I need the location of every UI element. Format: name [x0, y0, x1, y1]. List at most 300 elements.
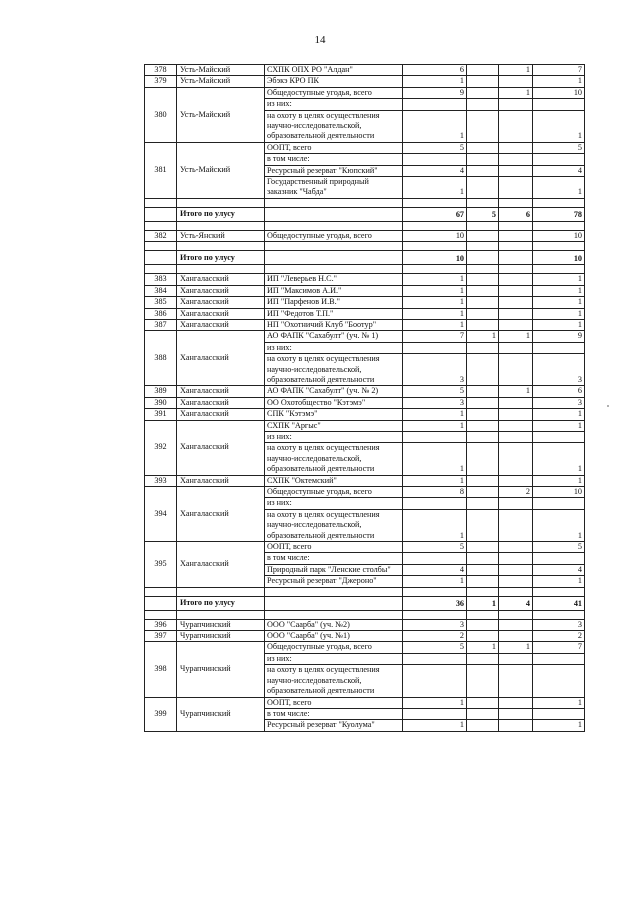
empty-cell: [467, 221, 499, 230]
row-value-b: [467, 631, 499, 642]
row-value-c: [499, 354, 533, 386]
row-value-b: [467, 576, 499, 587]
row-value-c: [499, 165, 533, 176]
row-value-d: 1: [533, 720, 585, 731]
row-value-b: [467, 319, 499, 330]
row-value-a: [403, 342, 467, 353]
row-value-c: [499, 564, 533, 575]
row-value-c: [499, 665, 533, 697]
table-row: [145, 619, 585, 630]
row-value-a: 1: [403, 177, 467, 199]
row-value-d: 1: [533, 297, 585, 308]
empty-cell: [533, 242, 585, 251]
row-number: 395: [145, 542, 177, 588]
spacer-row: [145, 198, 585, 207]
empty-cell: [265, 265, 403, 274]
row-value-a: 1: [403, 720, 467, 731]
empty-cell: [145, 207, 177, 221]
row-description: Ресурсный резерват "Куолума": [265, 720, 403, 731]
row-value-b: [467, 553, 499, 564]
empty-cell: [145, 221, 177, 230]
row-value-d: 1: [533, 274, 585, 285]
empty-cell: [467, 198, 499, 207]
row-value-d: [533, 342, 585, 353]
row-value-a: 1: [403, 308, 467, 319]
row-value-c: [499, 110, 533, 142]
empty-cell: [533, 265, 585, 274]
row-description: ИП "Леверьев Н.С.": [265, 274, 403, 285]
region-name: Усть-Майский: [177, 76, 265, 87]
row-value-a: 1: [403, 475, 467, 486]
row-value-b: [467, 110, 499, 142]
row-value-a: 6: [403, 65, 467, 76]
table-row: [145, 285, 585, 296]
total-value-d: 78: [533, 207, 585, 221]
row-value-d: 1: [533, 177, 585, 199]
row-value-b: [467, 498, 499, 509]
row-value-c: [499, 431, 533, 442]
row-value-d: 10: [533, 230, 585, 241]
total-value-c: 6: [499, 207, 533, 221]
total-label: Итого по улусу: [177, 207, 265, 221]
empty-cell: [499, 242, 533, 251]
region-name: Чурапчинский: [177, 697, 265, 731]
region-name: Хангаласский: [177, 487, 265, 542]
row-number: 387: [145, 319, 177, 330]
row-description: Природный парк "Ленские столбы": [265, 564, 403, 575]
row-value-b: [467, 230, 499, 241]
row-value-a: [403, 665, 467, 697]
row-value-a: 5: [403, 642, 467, 653]
row-value-b: [467, 76, 499, 87]
hunting-grounds-table: [144, 64, 585, 732]
row-value-c: 1: [499, 386, 533, 397]
row-value-b: [467, 720, 499, 731]
row-value-c: 1: [499, 65, 533, 76]
row-value-b: [467, 342, 499, 353]
row-number: 390: [145, 397, 177, 408]
row-description: в том числе:: [265, 553, 403, 564]
row-description: на охоту в целях осуществления научно-исследовательской, образовательной деятельности: [265, 443, 403, 475]
empty-cell: [265, 207, 403, 221]
row-value-d: 9: [533, 331, 585, 342]
row-value-a: 1: [403, 697, 467, 708]
row-number: 398: [145, 642, 177, 697]
row-value-b: [467, 65, 499, 76]
row-value-b: [467, 308, 499, 319]
table-row: [145, 297, 585, 308]
row-value-d: [533, 99, 585, 110]
row-number: 389: [145, 386, 177, 397]
row-value-d: 1: [533, 420, 585, 431]
empty-cell: [403, 610, 467, 619]
row-description: из них:: [265, 653, 403, 664]
empty-cell: [533, 610, 585, 619]
empty-cell: [403, 198, 467, 207]
row-value-b: [467, 285, 499, 296]
row-value-d: 5: [533, 542, 585, 553]
row-value-d: 3: [533, 619, 585, 630]
row-value-d: 10: [533, 487, 585, 498]
row-number: 391: [145, 409, 177, 420]
row-description: Общедоступные угодья, всего: [265, 487, 403, 498]
row-value-c: [499, 619, 533, 630]
row-number: 378: [145, 65, 177, 76]
row-value-d: [533, 553, 585, 564]
row-value-a: [403, 553, 467, 564]
row-description: Общедоступные угодья, всего: [265, 87, 403, 98]
row-value-b: [467, 420, 499, 431]
row-description: ООПТ, всего: [265, 142, 403, 153]
row-description: в том числе:: [265, 154, 403, 165]
row-description: АО ФАПК "Сахабулт" (уч. № 1): [265, 331, 403, 342]
row-value-c: [499, 342, 533, 353]
spacer-row: [145, 587, 585, 596]
row-description: на охоту в целях осуществления научно-исследовательской, образовательной деятельности: [265, 509, 403, 541]
row-value-d: 6: [533, 386, 585, 397]
region-name: Хангаласский: [177, 308, 265, 319]
row-description: на охоту в целях осуществления научно-исследовательской, образовательной деятельности: [265, 665, 403, 697]
row-value-a: 3: [403, 619, 467, 630]
row-value-b: [467, 165, 499, 176]
row-value-d: 3: [533, 397, 585, 408]
row-value-b: [467, 509, 499, 541]
row-value-b: [467, 154, 499, 165]
table-row: [145, 76, 585, 87]
row-value-b: [467, 697, 499, 708]
row-value-c: [499, 230, 533, 241]
row-number: 385: [145, 297, 177, 308]
row-value-a: 1: [403, 420, 467, 431]
row-value-a: 1: [403, 297, 467, 308]
total-value-b: 5: [467, 207, 499, 221]
total-value-d: 10: [533, 251, 585, 265]
row-description: ИП "Максимов А.И.": [265, 285, 403, 296]
row-description: на охоту в целях осуществления научно-исследовательской, образовательной деятельности: [265, 110, 403, 142]
row-value-a: [403, 653, 467, 664]
spacer-row: [145, 265, 585, 274]
row-value-b: [467, 397, 499, 408]
empty-cell: [533, 198, 585, 207]
row-description: Общедоступные угодья, всего: [265, 230, 403, 241]
row-value-a: 3: [403, 354, 467, 386]
row-value-d: [533, 154, 585, 165]
empty-cell: [145, 596, 177, 610]
row-value-b: [467, 564, 499, 575]
row-value-a: 1: [403, 110, 467, 142]
table-row: [145, 697, 585, 708]
row-value-d: [533, 708, 585, 719]
row-description: СХПК "Октемский": [265, 475, 403, 486]
scan-speck: [607, 405, 609, 407]
row-description: ООО "Саарба" (уч. №2): [265, 619, 403, 630]
row-number: 381: [145, 142, 177, 198]
region-name: Хангаласский: [177, 409, 265, 420]
row-value-b: [467, 386, 499, 397]
row-value-a: 5: [403, 386, 467, 397]
row-value-a: [403, 498, 467, 509]
total-value-a: 36: [403, 596, 467, 610]
table-row: [145, 87, 585, 98]
empty-cell: [265, 242, 403, 251]
row-description: из них:: [265, 498, 403, 509]
table-body: [145, 65, 585, 732]
row-number: 393: [145, 475, 177, 486]
row-value-a: [403, 708, 467, 719]
empty-cell: [499, 198, 533, 207]
row-number: 394: [145, 487, 177, 542]
row-description: СПК "Кэтэмэ": [265, 409, 403, 420]
row-value-c: [499, 542, 533, 553]
region-name: Хангаласский: [177, 319, 265, 330]
region-name: Хангаласский: [177, 397, 265, 408]
row-number: 382: [145, 230, 177, 241]
table-row: [145, 308, 585, 319]
row-value-d: 1: [533, 285, 585, 296]
row-number: 380: [145, 87, 177, 142]
row-value-a: 3: [403, 397, 467, 408]
table-row: [145, 142, 585, 153]
table-row: [145, 420, 585, 431]
region-name: Усть-Майский: [177, 142, 265, 198]
row-value-d: 3: [533, 354, 585, 386]
empty-cell: [403, 221, 467, 230]
empty-cell: [145, 610, 177, 619]
row-value-b: [467, 475, 499, 486]
row-value-c: [499, 308, 533, 319]
row-value-b: [467, 443, 499, 475]
empty-cell: [403, 242, 467, 251]
row-value-b: [467, 409, 499, 420]
empty-cell: [467, 587, 499, 596]
row-value-c: [499, 653, 533, 664]
row-value-a: [403, 431, 467, 442]
empty-cell: [265, 610, 403, 619]
empty-cell: [467, 265, 499, 274]
empty-cell: [467, 242, 499, 251]
row-description: АО ФАПК "Сахабулт" (уч. № 2): [265, 386, 403, 397]
row-number: 397: [145, 631, 177, 642]
row-number: 379: [145, 76, 177, 87]
row-value-c: [499, 720, 533, 731]
row-value-a: 9: [403, 87, 467, 98]
total-value-b: [467, 251, 499, 265]
row-value-c: [499, 509, 533, 541]
row-value-c: [499, 443, 533, 475]
row-description: СХПК ОПХ РО "Алдан": [265, 65, 403, 76]
table-row: [145, 274, 585, 285]
row-description: Ресурсный резерват "Джероно": [265, 576, 403, 587]
row-value-b: 1: [467, 331, 499, 342]
spacer-row: [145, 610, 585, 619]
page-number: 14: [314, 34, 326, 46]
row-value-c: [499, 319, 533, 330]
region-name: Хангаласский: [177, 297, 265, 308]
table-row: [145, 65, 585, 76]
row-description: Общедоступные угодья, всего: [265, 642, 403, 653]
row-description: в том числе:: [265, 708, 403, 719]
total-value-d: 41: [533, 596, 585, 610]
row-description: Ресурсный резерват "Кюпский": [265, 165, 403, 176]
row-value-c: [499, 475, 533, 486]
row-value-c: [499, 420, 533, 431]
row-value-b: [467, 653, 499, 664]
row-value-d: 7: [533, 642, 585, 653]
row-value-d: 1: [533, 319, 585, 330]
row-number: 399: [145, 697, 177, 731]
row-value-c: 1: [499, 642, 533, 653]
row-description: на охоту в целях осуществления научно-исследовательской, образовательной деятельности: [265, 354, 403, 386]
region-name: Хангаласский: [177, 386, 265, 397]
region-name: Хангаласский: [177, 475, 265, 486]
region-name: Чурапчинский: [177, 619, 265, 630]
empty-cell: [499, 221, 533, 230]
row-value-b: [467, 431, 499, 442]
row-value-b: [467, 99, 499, 110]
row-value-a: 1: [403, 76, 467, 87]
row-value-a: 1: [403, 576, 467, 587]
table-row: [145, 409, 585, 420]
total-value-c: [499, 251, 533, 265]
region-name: Хангаласский: [177, 285, 265, 296]
row-description: ООО "Саарба" (уч. №1): [265, 631, 403, 642]
row-value-a: 7: [403, 331, 467, 342]
row-value-a: 2: [403, 631, 467, 642]
region-name: Чурапчинский: [177, 631, 265, 642]
total-value-a: 10: [403, 251, 467, 265]
row-description: НП "Охотничий Клуб "Боотур": [265, 319, 403, 330]
region-name: Чурапчинский: [177, 642, 265, 697]
row-description: ИП "Парфенов И.В.": [265, 297, 403, 308]
row-value-c: [499, 697, 533, 708]
table-row: [145, 475, 585, 486]
empty-cell: [177, 610, 265, 619]
row-value-c: 1: [499, 331, 533, 342]
empty-cell: [403, 587, 467, 596]
row-value-b: [467, 542, 499, 553]
row-description: из них:: [265, 99, 403, 110]
row-value-b: [467, 665, 499, 697]
empty-cell: [177, 587, 265, 596]
row-number: 392: [145, 420, 177, 475]
table-row: [145, 230, 585, 241]
empty-cell: [177, 265, 265, 274]
empty-cell: [177, 221, 265, 230]
row-value-c: [499, 708, 533, 719]
row-value-a: 4: [403, 564, 467, 575]
row-value-d: 1: [533, 308, 585, 319]
region-name: Усть-Майский: [177, 65, 265, 76]
total-row: [145, 207, 585, 221]
row-value-b: [467, 619, 499, 630]
row-value-c: [499, 553, 533, 564]
row-value-c: [499, 76, 533, 87]
empty-cell: [265, 251, 403, 265]
row-value-b: [467, 354, 499, 386]
row-value-c: [499, 285, 533, 296]
row-value-b: [467, 708, 499, 719]
table-row: [145, 331, 585, 342]
row-value-a: 5: [403, 142, 467, 153]
total-value-c: 4: [499, 596, 533, 610]
row-value-a: 1: [403, 285, 467, 296]
empty-cell: [145, 587, 177, 596]
row-value-d: 1: [533, 697, 585, 708]
row-value-c: [499, 576, 533, 587]
table-row: [145, 319, 585, 330]
table-row: [145, 487, 585, 498]
row-description: ОО Охотобщество "Кэтэмэ": [265, 397, 403, 408]
row-value-a: 1: [403, 443, 467, 475]
row-value-b: [467, 87, 499, 98]
row-number: 388: [145, 331, 177, 386]
row-value-d: 1: [533, 76, 585, 87]
empty-cell: [403, 265, 467, 274]
row-value-c: [499, 409, 533, 420]
row-number: 396: [145, 619, 177, 630]
row-number: 384: [145, 285, 177, 296]
row-value-d: 1: [533, 409, 585, 420]
table-row: [145, 631, 585, 642]
region-name: Хангаласский: [177, 331, 265, 386]
empty-cell: [145, 251, 177, 265]
row-number: 386: [145, 308, 177, 319]
empty-cell: [145, 242, 177, 251]
region-name: Хангаласский: [177, 420, 265, 475]
row-value-c: [499, 397, 533, 408]
row-value-a: 8: [403, 487, 467, 498]
row-value-c: [499, 154, 533, 165]
row-value-c: 1: [499, 87, 533, 98]
row-value-a: 1: [403, 509, 467, 541]
empty-cell: [145, 198, 177, 207]
spacer-row: [145, 242, 585, 251]
row-value-d: 2: [533, 631, 585, 642]
region-name: Хангаласский: [177, 542, 265, 588]
row-value-d: [533, 431, 585, 442]
row-value-d: 4: [533, 165, 585, 176]
row-value-d: 10: [533, 87, 585, 98]
empty-cell: [499, 587, 533, 596]
empty-cell: [533, 221, 585, 230]
empty-cell: [177, 242, 265, 251]
empty-cell: [265, 587, 403, 596]
empty-cell: [177, 198, 265, 207]
row-value-c: [499, 274, 533, 285]
empty-cell: [499, 610, 533, 619]
region-name: Усть-Янский: [177, 230, 265, 241]
row-value-d: 1: [533, 509, 585, 541]
row-value-b: [467, 487, 499, 498]
row-value-a: 5: [403, 542, 467, 553]
empty-cell: [467, 610, 499, 619]
row-value-a: 1: [403, 274, 467, 285]
row-value-b: [467, 177, 499, 199]
empty-cell: [265, 221, 403, 230]
row-description: ООПТ, всего: [265, 542, 403, 553]
table-row: [145, 397, 585, 408]
row-value-a: 1: [403, 319, 467, 330]
row-value-c: [499, 297, 533, 308]
row-value-d: 7: [533, 65, 585, 76]
row-value-d: 5: [533, 142, 585, 153]
total-value-a: 67: [403, 207, 467, 221]
row-value-d: [533, 653, 585, 664]
row-value-a: 10: [403, 230, 467, 241]
empty-cell: [499, 265, 533, 274]
total-value-b: 1: [467, 596, 499, 610]
row-value-d: [533, 665, 585, 697]
